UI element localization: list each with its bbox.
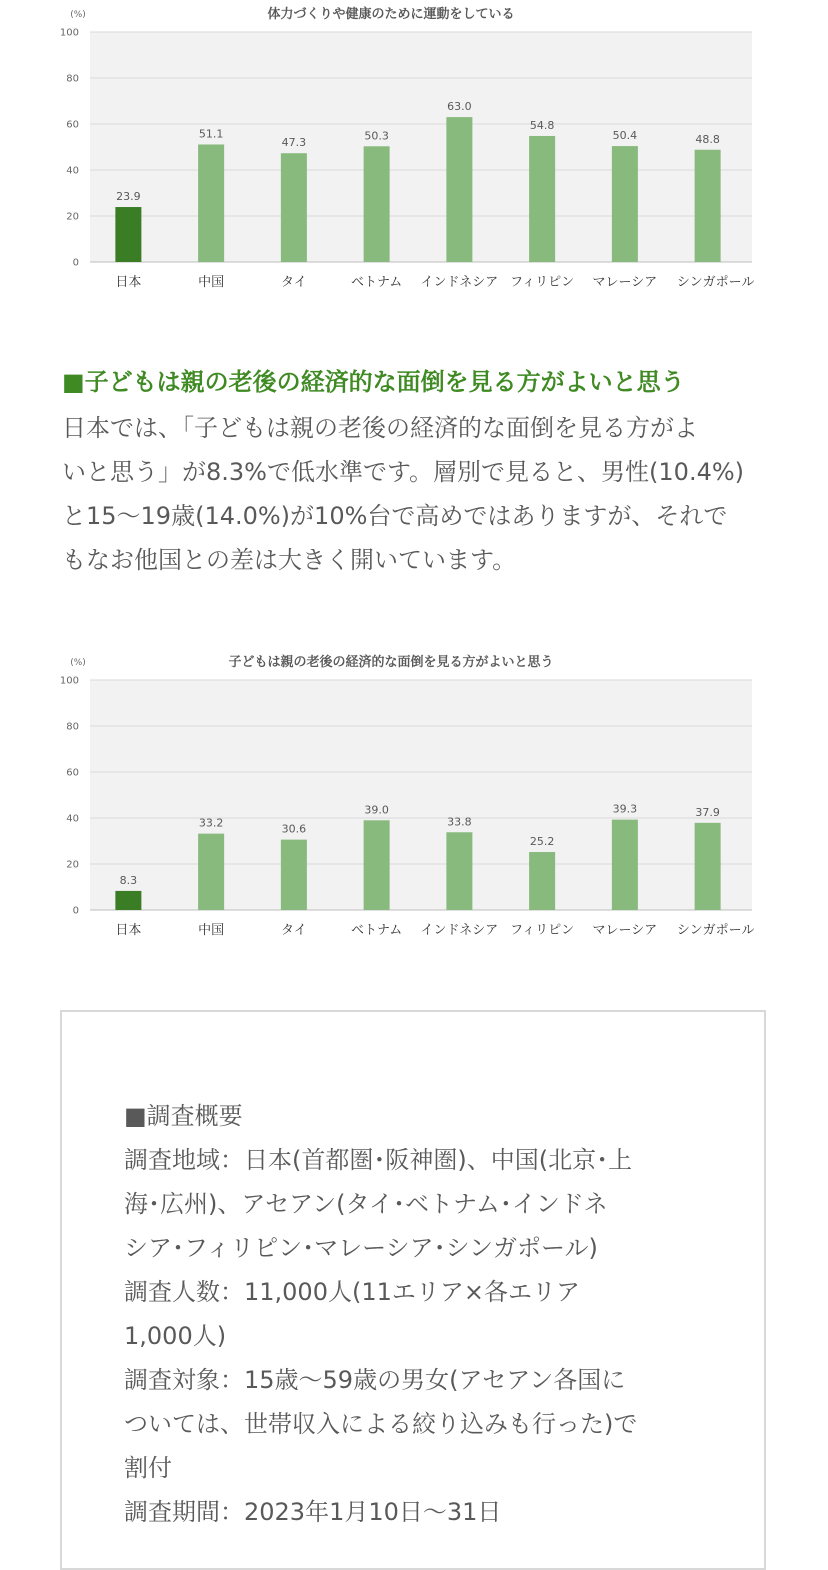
- x-tick-label: 中国: [198, 923, 225, 938]
- y-tick-label: 20: [66, 211, 79, 223]
- bar: [198, 144, 224, 262]
- plot-area: [90, 32, 752, 262]
- x-tick-label: 日本: [115, 275, 142, 290]
- survey-overview-title: ■調査概要: [124, 1102, 243, 1130]
- bar: [281, 153, 307, 262]
- parent-support-chart: [0, 648, 828, 948]
- section-body-line: いと思う」が8.3%で低水準です。層別で見ると、男性(10.4%): [62, 458, 745, 486]
- survey-overview-box: [60, 1010, 766, 1570]
- section-heading: ■子どもは親の老後の経済的な面倒を見る方がよいと思う: [62, 368, 685, 396]
- y-tick-label: 60: [66, 767, 79, 779]
- bar: [529, 852, 555, 910]
- bar: [115, 891, 141, 910]
- survey-overview-line: ついては、世帯収入による絞り込みも行った)で: [124, 1410, 638, 1438]
- data-label: 48.8: [695, 132, 720, 146]
- data-label: 54.8: [529, 118, 555, 132]
- y-unit-label: (%): [70, 10, 86, 20]
- x-tick-label: インドネシア: [420, 923, 499, 938]
- data-label: 50.4: [612, 129, 638, 143]
- data-label: 39.0: [364, 803, 389, 817]
- bar: [115, 207, 141, 262]
- y-tick-label: 20: [66, 859, 79, 871]
- survey-overview-line: シア･フィリピン･マレーシア･シンガポール): [124, 1234, 598, 1262]
- exercise-chart-svg: [0, 0, 828, 300]
- exercise-chart: [0, 0, 828, 300]
- data-label: 25.2: [529, 835, 555, 849]
- x-tick-label: 中国: [198, 275, 225, 290]
- y-tick-label: 60: [66, 119, 79, 131]
- data-label: 8.3: [119, 873, 138, 887]
- data-label: 63.0: [447, 100, 472, 114]
- bar: [281, 840, 307, 910]
- bar: [695, 150, 721, 262]
- x-tick-label: 日本: [115, 923, 142, 938]
- bar: [695, 823, 721, 910]
- survey-overview-line: 調査地域：日本(首都圏･阪神圏)、中国(北京･上: [124, 1146, 633, 1174]
- data-label: 39.3: [612, 802, 638, 816]
- x-tick-label: タイ: [281, 923, 307, 938]
- data-label: 33.8: [447, 815, 472, 829]
- bar: [198, 834, 224, 910]
- section-body-line: と15〜19歳(14.0%)が10%台で高めではありますが、それで: [62, 502, 728, 530]
- y-tick-label: 40: [66, 165, 79, 177]
- survey-overview-line: 割付: [124, 1454, 172, 1482]
- y-tick-label: 40: [66, 813, 79, 825]
- survey-overview-line: 調査対象：15歳〜59歳の男女(アセアン各国に: [124, 1366, 626, 1394]
- x-tick-label: タイ: [281, 275, 307, 290]
- bar: [612, 820, 638, 910]
- section-body: [62, 406, 766, 582]
- plot-area: [90, 680, 752, 910]
- data-label: 51.1: [198, 127, 224, 141]
- parent-support-chart-svg: [0, 648, 828, 948]
- data-label: 50.3: [364, 129, 389, 143]
- x-tick-label: インドネシア: [420, 275, 499, 290]
- y-tick-label: 80: [66, 73, 79, 85]
- survey-overview-line: 1,000人): [124, 1322, 227, 1350]
- y-tick-label: 0: [72, 905, 79, 917]
- y-tick-label: 100: [59, 675, 79, 687]
- x-tick-label: ベトナム: [350, 923, 403, 938]
- x-tick-label: フィリピン: [510, 923, 575, 938]
- survey-overview-line: 海･広州)、アセアン(タイ･ベトナム･インドネ: [124, 1190, 608, 1218]
- chart-title: 体力づくりや健康のために運動をしている: [267, 7, 515, 22]
- bar: [529, 136, 555, 262]
- x-tick-label: シンガポール: [676, 275, 755, 290]
- data-label: 30.6: [281, 822, 307, 836]
- data-label: 37.9: [695, 805, 720, 819]
- bar: [446, 117, 472, 262]
- x-tick-label: ベトナム: [350, 275, 403, 290]
- chart-title: 子どもは親の老後の経済的な面倒を見る方がよいと思う: [228, 655, 554, 670]
- section-body-line: もなお他国との差は大きく開いています。: [62, 546, 517, 574]
- bar: [446, 832, 472, 910]
- y-tick-label: 100: [59, 27, 79, 39]
- bar: [612, 146, 638, 262]
- survey-overview-content: [124, 1094, 724, 1534]
- data-label: 23.9: [116, 190, 141, 204]
- y-tick-label: 0: [72, 257, 79, 269]
- x-tick-label: マレーシア: [592, 923, 658, 938]
- y-unit-label: (%): [70, 658, 86, 668]
- y-tick-label: 80: [66, 721, 79, 733]
- x-tick-label: フィリピン: [510, 275, 575, 290]
- x-tick-label: シンガポール: [676, 923, 755, 938]
- x-tick-label: マレーシア: [592, 275, 658, 290]
- survey-overview-line: 調査期間：2023年1月10日〜31日: [124, 1498, 502, 1526]
- bar: [364, 820, 390, 910]
- section-body-line: 日本では、「子どもは親の老後の経済的な面倒を見る方がよ: [62, 414, 698, 442]
- data-label: 33.2: [198, 816, 224, 830]
- survey-overview-line: 調査人数：11,000人(11エリア×各エリア: [124, 1278, 580, 1306]
- data-label: 47.3: [281, 136, 307, 150]
- bar: [364, 146, 390, 262]
